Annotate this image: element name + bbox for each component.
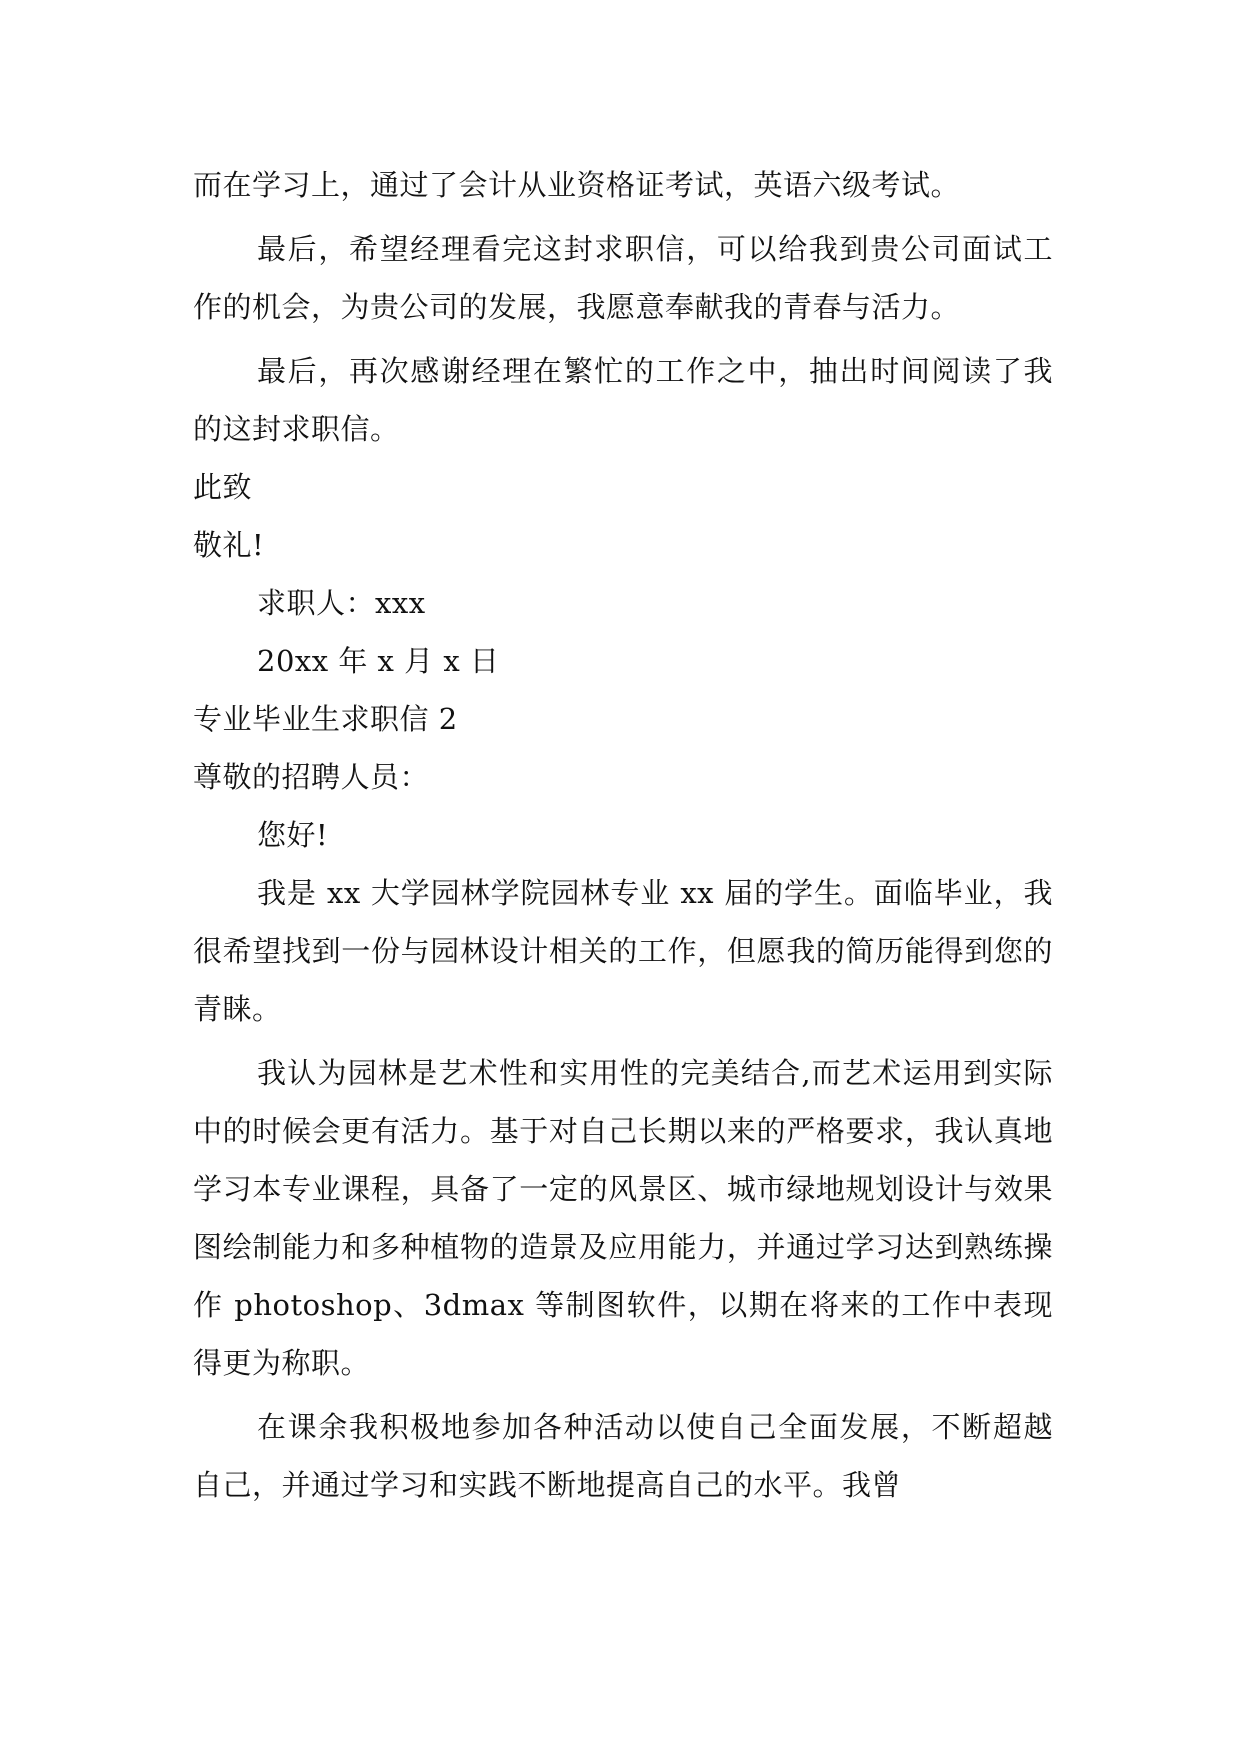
paragraph-activities: 在课余我积极地参加各种活动以使自己全面发展，不断超越自己，并通过学习和实践不断地提高自己的水平。我曾 <box>193 1410 1053 1502</box>
paragraph-intro: 我是 xx 大学园林学院园林专业 xx 届的学生。面临毕业，我很希望找到一份与园林设计相关的工作，但愿我的简历能得到您的青睐。 <box>193 876 1053 1026</box>
paragraph-study: 而在学习上，通过了会计从业资格证考试，英语六级考试。 <box>193 168 961 202</box>
salutation-jingli: 敬礼! <box>193 528 265 562</box>
paragraph-thanks: 最后，再次感谢经理在繁忙的工作之中，抽出时间阅读了我的这封求职信。 <box>193 354 1053 446</box>
salutation-cizhi: 此致 <box>193 470 253 504</box>
paragraph-closing-request: 最后，希望经理看完这封求职信，可以给我到贵公司面试工作的机会，为贵公司的发展，我愿意奉献我的青春与活力。 <box>193 232 1053 324</box>
paragraph-skills: 我认为园林是艺术性和实用性的完美结合,而艺术运用到实际中的时候会更有活力。基于对自己长期以来的严格要求，我认真地学习本专业课程，具备了一定的风景区、城市绿地规划设计与效果图绘制能力和多种植物的造景及应用能力，并通过学习达到熟练操作 photoshop、3dmax 等制图软件，以期在将来的工作中表现得更为称职。 <box>193 1056 1053 1380</box>
signature-date: 20xx 年 x 月 x 日 <box>257 644 500 678</box>
document-body <box>193 156 1053 1514</box>
signature-applicant: 求职人：xxx <box>257 586 426 620</box>
greeting-recipient: 尊敬的招聘人员： <box>193 760 430 794</box>
greeting-hello: 您好! <box>257 818 329 852</box>
section-title: 专业毕业生求职信 2 <box>193 702 458 736</box>
